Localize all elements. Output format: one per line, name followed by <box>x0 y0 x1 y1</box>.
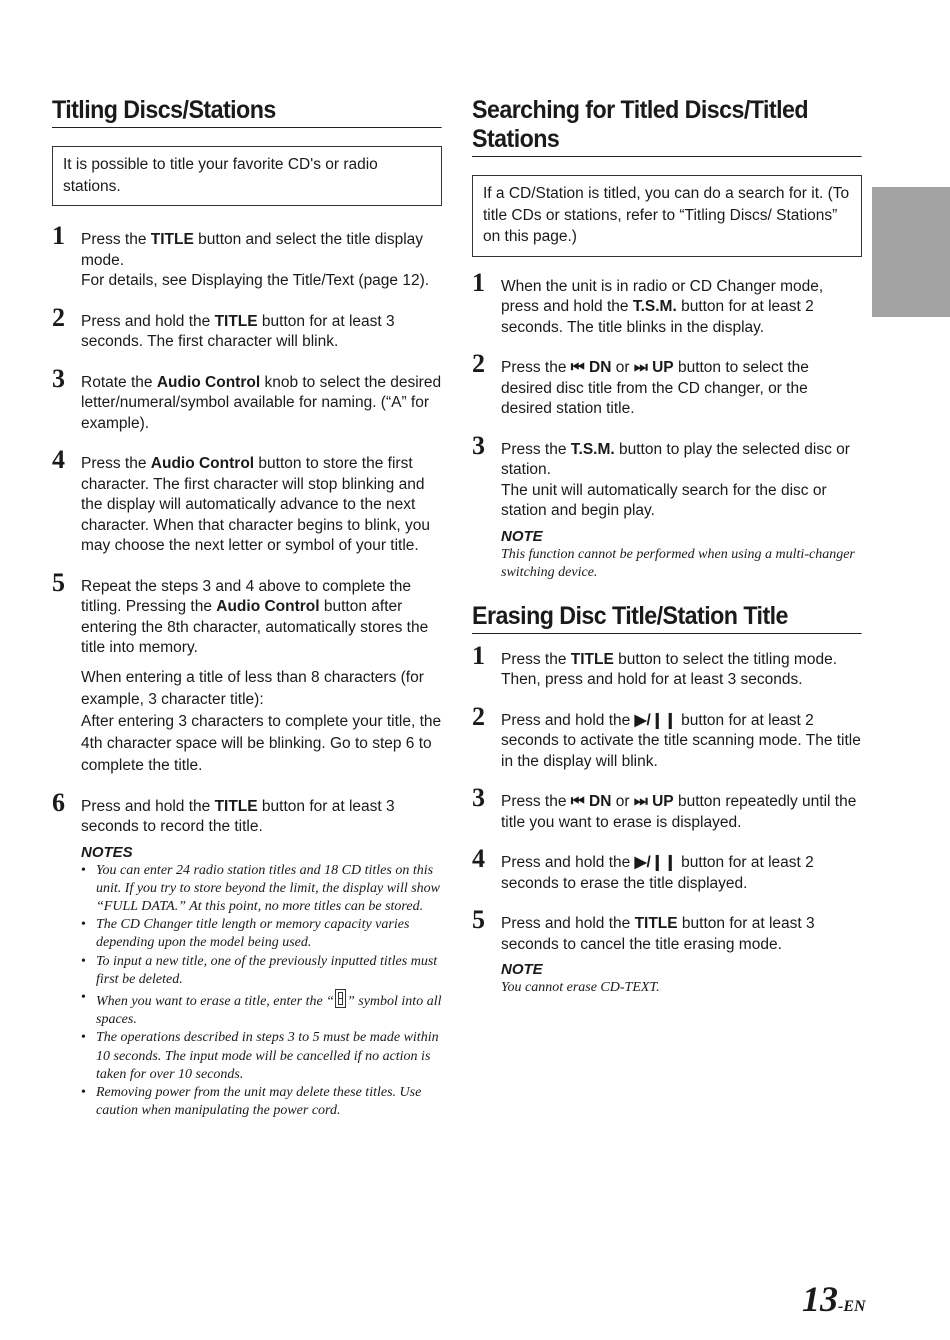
search-step-1: 1 When the unit is in radio or CD Changer mode, press and hold the T.S.M. button for at least 2 seconds. The title blinks in the display. <box>472 277 862 339</box>
titling-heading: Titling Discs/Stations <box>52 96 442 128</box>
step-number: 2 <box>472 349 485 378</box>
step-number: 3 <box>472 430 485 460</box>
note-item: • To input a new title, one of the previously inputted titles must first be deleted. <box>81 953 442 989</box>
titling-step-6: 6 Press and hold the TITLE button for at least 3 seconds to record the title. <box>52 797 442 838</box>
erasing-heading: Erasing Disc Title/Station Title <box>472 602 862 634</box>
note-item: • The operations described in steps 3 to 5 must be made within 10 seconds. The input mode will be cancelled if no action is taken for over 10 seconds. <box>81 1029 442 1084</box>
note-heading: NOTE <box>501 961 543 978</box>
note-text: This function cannot be performed when using a multi-changer switching device. <box>501 546 855 580</box>
step-number: 4 <box>472 844 485 873</box>
step-number: 5 <box>472 905 485 934</box>
blank-space-symbol-icon <box>335 989 346 1008</box>
step-number: 3 <box>472 783 485 812</box>
erase-step-3: 3 Press the ⏮ DN or ⏭ UP button repeatedly until the title you want to erase is displayed. <box>472 792 862 833</box>
titling-step-2: 2 Press and hold the TITLE button for at least 3 seconds. The first character will blink. <box>52 312 442 353</box>
search-step-2: 2 Press the ⏮ DN or ⏭ UP button to select the desired disc title from the CD changer, or the desired station title. <box>472 358 862 420</box>
note-heading: NOTE <box>501 527 543 545</box>
step-extra: For details, see Displaying the Title/Text (page 12). <box>81 272 430 289</box>
play-pause-button-label: ▶/❙❙ <box>634 711 677 729</box>
right-column <box>472 96 862 997</box>
note-item: • Removing power from the unit may delete these titles. Use caution when manipulating the power cord. <box>81 1084 442 1120</box>
note-item: • You can enter 24 radio station titles and 18 CD titles on this unit. If you try to store beyond the limit, the display will show “FULL DATA.” At this point, no more titles can be stored. <box>81 862 442 917</box>
step-number: 6 <box>52 787 65 817</box>
section-tab <box>872 187 950 317</box>
title-button-label: TITLE <box>150 231 194 248</box>
page-suffix: -EN <box>838 1298 866 1315</box>
titling-step-4: 4 Press the Audio Control button to store the first character. The first character will stop blinking and the display will automatically advance to the next character. When that character begins to blink, you may choose the next letter or symbol of your title. <box>52 454 442 557</box>
searching-intro-box <box>472 175 862 257</box>
step-number: 2 <box>472 701 485 731</box>
titling-intro: It is possible to title your favorite CD's or radio stations. <box>63 156 378 195</box>
step-number: 1 <box>472 267 485 297</box>
step-number: 3 <box>52 363 65 393</box>
page-number: 13-EN <box>802 1279 866 1319</box>
erase-step-2: 2 Press and hold the ▶/❙❙ button for at least 2 seconds to activate the title scanning mode. The title in the display will blink. <box>472 711 862 773</box>
erase-step-1: 1 Press the TITLE button to select the titling mode. Then, press and hold for at least 3 seconds. <box>472 650 862 691</box>
search-step-3: 3 Press the T.S.M. button to play the selected disc or station. The unit will automatically search for the disc or station and begin play. <box>472 440 862 522</box>
titling-step-1: 1 Press the TITLE button and select the title display mode. For details, see Displaying the Title/Text (page 12). <box>52 230 442 292</box>
searching-heading: Searching for Titled Discs/Titled Stations <box>472 96 862 157</box>
step5-extra-1: When entering a title of less than 8 characters (for example, 3 character title): <box>81 668 424 708</box>
step-number: 1 <box>52 221 65 250</box>
erase-step-4: 4 Press and hold the ▶/❙❙ button for at least 2 seconds to erase the title displayed. <box>472 853 862 894</box>
step-number: 2 <box>52 302 65 332</box>
titling-step-5: 5 Repeat the steps 3 and 4 above to complete the titling. Pressing the Audio Control button after entering the 8th character, automatically stores the title into memory. <box>52 577 442 659</box>
up-button-label: ⏭ UP <box>633 359 674 376</box>
step5-extra-2: After entering 3 characters to complete your title, the 4th character space will be blinking. Go to step 6 to complete the title. <box>81 712 442 774</box>
notes-heading: NOTES <box>81 843 133 861</box>
note-item: • The CD Changer title length or memory capacity varies depending upon the model being used. <box>81 916 442 952</box>
step-number: 4 <box>52 445 65 474</box>
step-number: 1 <box>472 640 485 670</box>
left-column <box>52 96 442 1120</box>
step-number: 5 <box>52 567 65 597</box>
note-item-symbol: • When you want to erase a title, enter the “ ” symbol into all spaces. <box>81 989 442 1029</box>
erase-step-5: 5 Press and hold the TITLE button for at least 3 seconds to cancel the title erasing mode. <box>472 914 862 955</box>
note-text: You cannot erase CD-TEXT. <box>501 980 660 995</box>
titling-intro-box <box>52 146 442 206</box>
dn-button-label: ⏮ DN <box>570 359 612 376</box>
titling-step-3: 3 Rotate the Audio Control knob to select the desired letter/numeral/symbol available for naming. (“A” for example). <box>52 373 442 435</box>
notes-list <box>81 862 442 1121</box>
searching-intro: If a CD/Station is titled, you can do a search for it. (To title CDs or stations, refer to “Titling Discs/ Stations” on this page.) <box>483 185 850 245</box>
